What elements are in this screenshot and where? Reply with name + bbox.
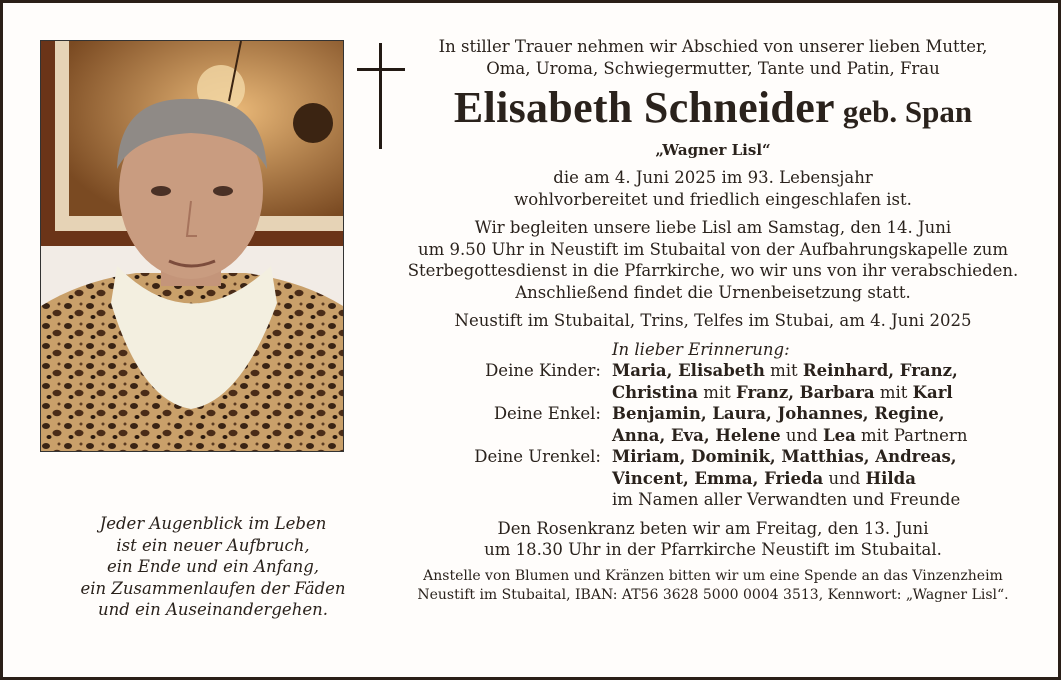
poem-line: und ein Auseinandergehen. <box>98 600 328 619</box>
obituary-text <box>401 36 1025 605</box>
family-row-greatgrandchildren: Deine Urenkel: Miriam, Dominik, Matthias, Andreas, <box>401 446 1025 468</box>
family-row-grandchildren: Deine Enkel: Benjamin, Laura, Johannes, Regine, <box>401 403 1025 425</box>
relatives-line: im Namen aller Verwandten und Freunde <box>612 490 961 509</box>
cross-icon <box>357 43 405 151</box>
poem-line: ein Ende und ein Anfang, <box>106 557 320 576</box>
funeral-line: Anschließend findet die Urnenbeisetzung statt. <box>515 282 911 302</box>
deceased-name <box>401 85 1025 140</box>
memory-heading: In lieber Erinnerung: <box>612 339 790 359</box>
family-label: Deine Kinder: <box>485 361 601 380</box>
place-date: Neustift im Stubaital, Trins, Telfes im Stubai, am 4. Juni 2025 <box>454 311 972 330</box>
funeral-line: Sterbegottesdienst in die Pfarrkirche, wo wir uns von ihr verabschieden. <box>407 261 1019 280</box>
donation-line: Neustift im Stubaital, IBAN: AT56 3628 5000 0004 3513, Kennwort: „Wagner Lisl“. <box>417 586 1009 603</box>
funeral-line: Wir begleiten unsere liebe Lisl am Samstag, den 14. Juni <box>474 218 952 237</box>
rosary-line: um 18.30 Uhr in der Pfarrkirche Neustift im Stubaital. <box>484 540 942 559</box>
family-row-children: Deine Kinder: Maria, Elisabeth mit Reinhard, Franz, <box>401 360 1025 382</box>
intro-line: In stiller Trauer nehmen wir Abschied von unserer lieben Mutter, <box>438 37 988 56</box>
full-name: Elisabeth Schneider <box>453 83 835 132</box>
funeral-line: um 9.50 Uhr in Neustift im Stubaital von der Aufbahrungskapelle zum <box>417 239 1009 259</box>
intro-line: Oma, Uroma, Schwiegermutter, Tante und Patin, Frau <box>486 58 940 78</box>
rosary-line: Den Rosenkranz beten wir am Freitag, den 13. Juni <box>497 518 929 538</box>
poem-line: Jeder Augenblick im Leben <box>99 514 327 533</box>
death-line: wohlvorbereitet und friedlich eingeschlafen ist. <box>514 189 912 209</box>
family-list: In lieber Erinnerung: Deine Kinder: Maria, Elisabeth mit Reinhard, Franz, Christina mit Franz, Barbara mit Karl Deine Enkel: Benjamin, Laura, Johannes, Regine, Anna, Eva, Helene und Lea mit Partnern Deine Urenkel: Miriam, Dominik, Matthias, Andreas, Vincent, Emma, Frieda und Hilda im Namen aller Verwandten und Freunde <box>401 339 1025 511</box>
nickname: „Wagner Lisl“ <box>655 141 771 159</box>
family-label: Deine Enkel: <box>493 404 601 423</box>
portrait-photo <box>40 40 344 452</box>
poem-line: ist ein neuer Aufbruch, <box>116 535 310 555</box>
poem <box>33 513 393 621</box>
birth-name: geb. Span <box>842 94 973 129</box>
donation-line: Anstelle von Blumen und Kränzen bitten wir um eine Spende an das Vinzenzheim <box>423 567 1003 584</box>
poem-line: ein Zusammenlaufen der Fäden <box>80 578 346 598</box>
death-line: die am 4. Juni 2025 im 93. Lebensjahr <box>553 168 873 187</box>
family-label: Deine Urenkel: <box>474 447 601 466</box>
